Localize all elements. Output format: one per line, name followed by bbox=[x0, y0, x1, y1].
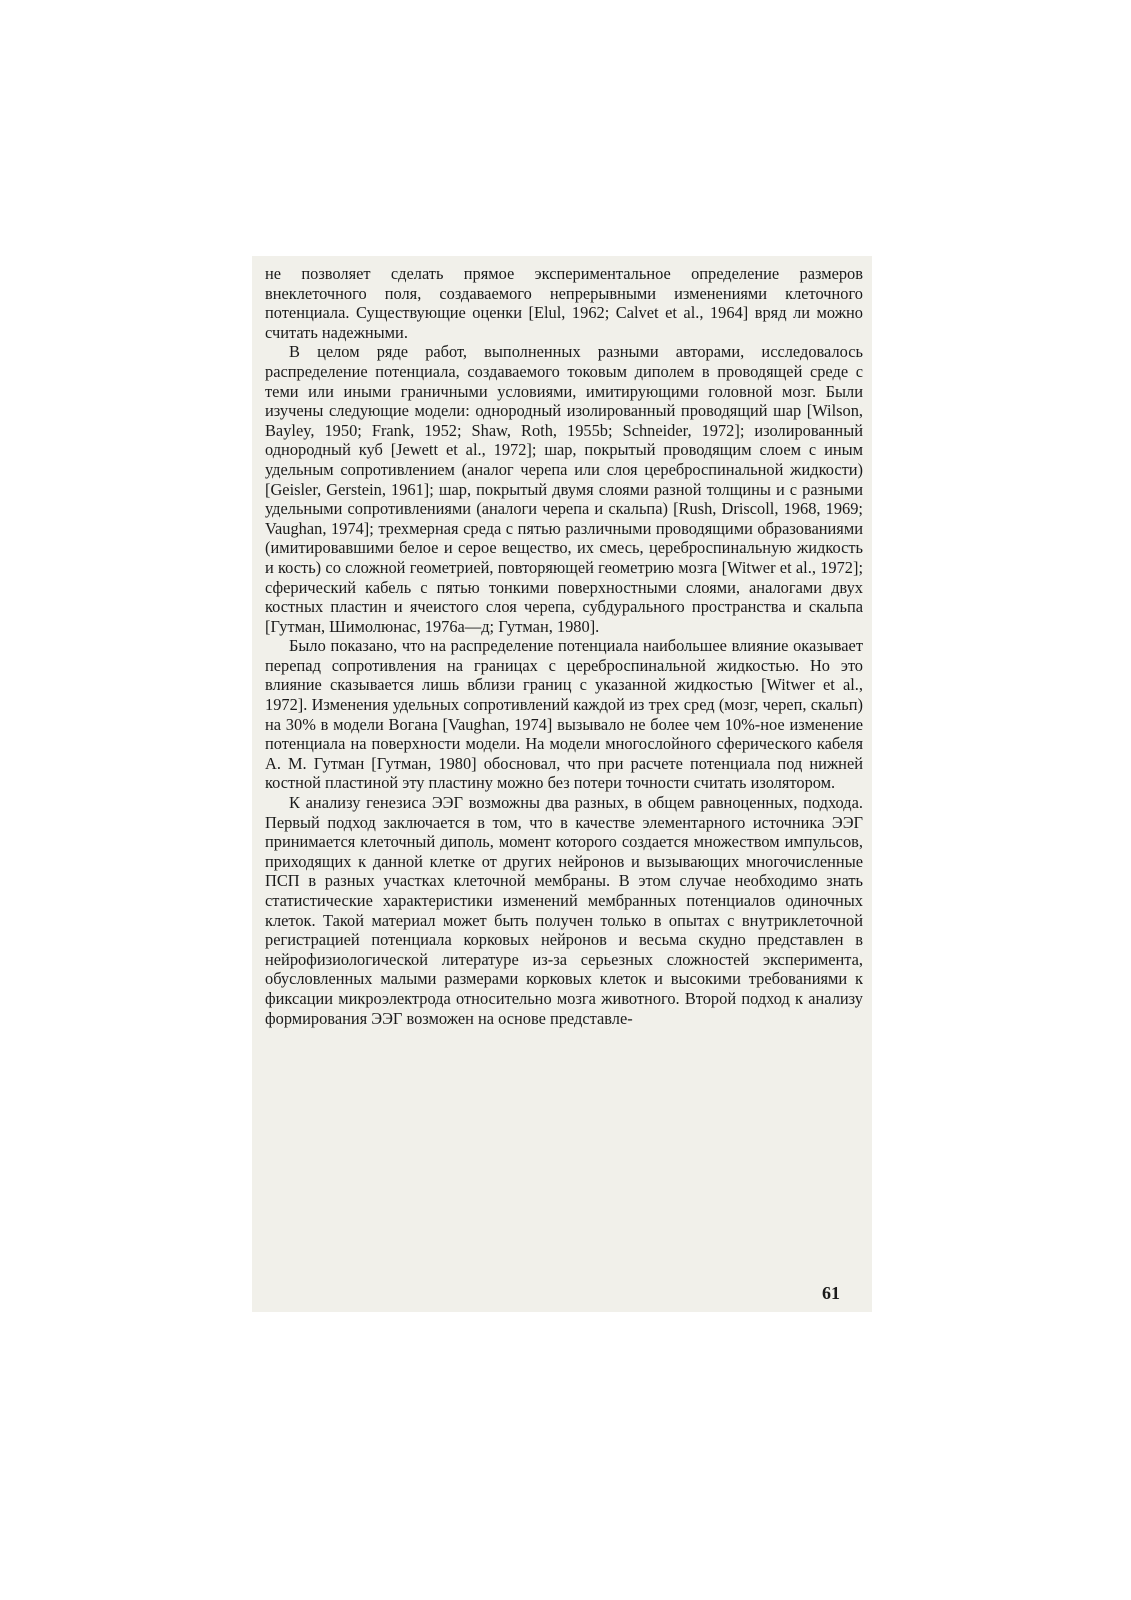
paragraph-results: Было показано, что на распределение потенциала наибольшее влияние оказывает перепад сопротивления на границах с цереброспинальной жидкостью. Но это влияние сказывается лишь вблизи границ с указанной жидкостью [Witwer et al., 1972]. Изменения удельных сопротивлений каждой из трех сред (мозг, череп, скальп) на 30% в модели Вогана [Vaughan, 1974] вызывало не более чем 10%-ное изменение потенциала на поверхности модели. На модели многослойного сферического кабеля А. М. Гутман [Гутман, 1980] обосновал, что при расчете потенциала под нижней костной пластиной эту пластину можно без потери точности считать изолятором. bbox=[265, 636, 863, 793]
page-body-text bbox=[265, 264, 863, 1028]
paragraph-continuation: не позволяет сделать прямое экспериментальное определение размеров внеклеточного поля, создаваемого непрерывными изменениями клеточного потенциала. Существующие оценки [Elul, 1962; Calvet et al., 1964] вряд ли можно считать надежными. bbox=[265, 264, 863, 342]
paragraph-models: В целом ряде работ, выполненных разными авторами, исследовалось распределение потенциала, создаваемого токовым диполем в проводящей среде с теми или иными граничными условиями, имитирующими головной мозг. Были изучены следующие модели: однородный изолированный проводящий шар [Wilson, Bayley, 1950; Frank, 1952; Shaw, Roth, 1955b; Schneider, 1972]; изолированный однородный куб [Jewett et al., 1972]; шар, покрытый проводящим слоем с иным удельным сопротивлением (аналог черепа или слоя цереброспинальной жидкости) [Geisler, Gerstein, 1961]; шар, покрытый двумя слоями разной толщины и с разными удельными сопротивлениями (аналоги черепа и скальпа) [Rush, Driscoll, 1968, 1969; Vaughan, 1974]; трехмерная среда с пятью различными проводящими образованиями (имитировавшими белое и серое вещество, их смесь, цереброспинальную жидкость и кость) со сложной геометрией, повторяющей геометрию мозга [Witwer et al., 1972]; сферический кабель с пятью тонкими поверхностными слоями, аналогами двух костных пластин и ячеистого слоя черепа, субдурального пространства и скальпа [Гутман, Шимолюнас, 1976а—д; Гутман, 1980]. bbox=[265, 342, 863, 636]
page-number: 61 bbox=[822, 1283, 840, 1303]
paragraph-eeg-genesis: К анализу генезиса ЭЭГ возможны два разных, в общем равноценных, подхода. Первый подход заключается в том, что в качестве элементарного источника ЭЭГ принимается клеточный диполь, момент которого создается множеством импульсов, приходящих к данной клетке от других нейронов и вызывающих многочисленные ПСП в разных участках клеточной мембраны. В этом случае необходимо знать статистические характеристики изменений мембранных потенциалов одиночных клеток. Такой материал может быть получен только в опытах с внутриклеточной регистрацией потенциала корковых нейронов и весьма скудно представлен в нейрофизиологической литературе из-за серьезных сложностей эксперимента, обусловленных малыми размерами корковых клеток и высокими требованиями к фиксации микроэлектрода относительно мозга животного. Второй подход к анализу формирования ЭЭГ возможен на основе представле- bbox=[265, 793, 863, 1028]
